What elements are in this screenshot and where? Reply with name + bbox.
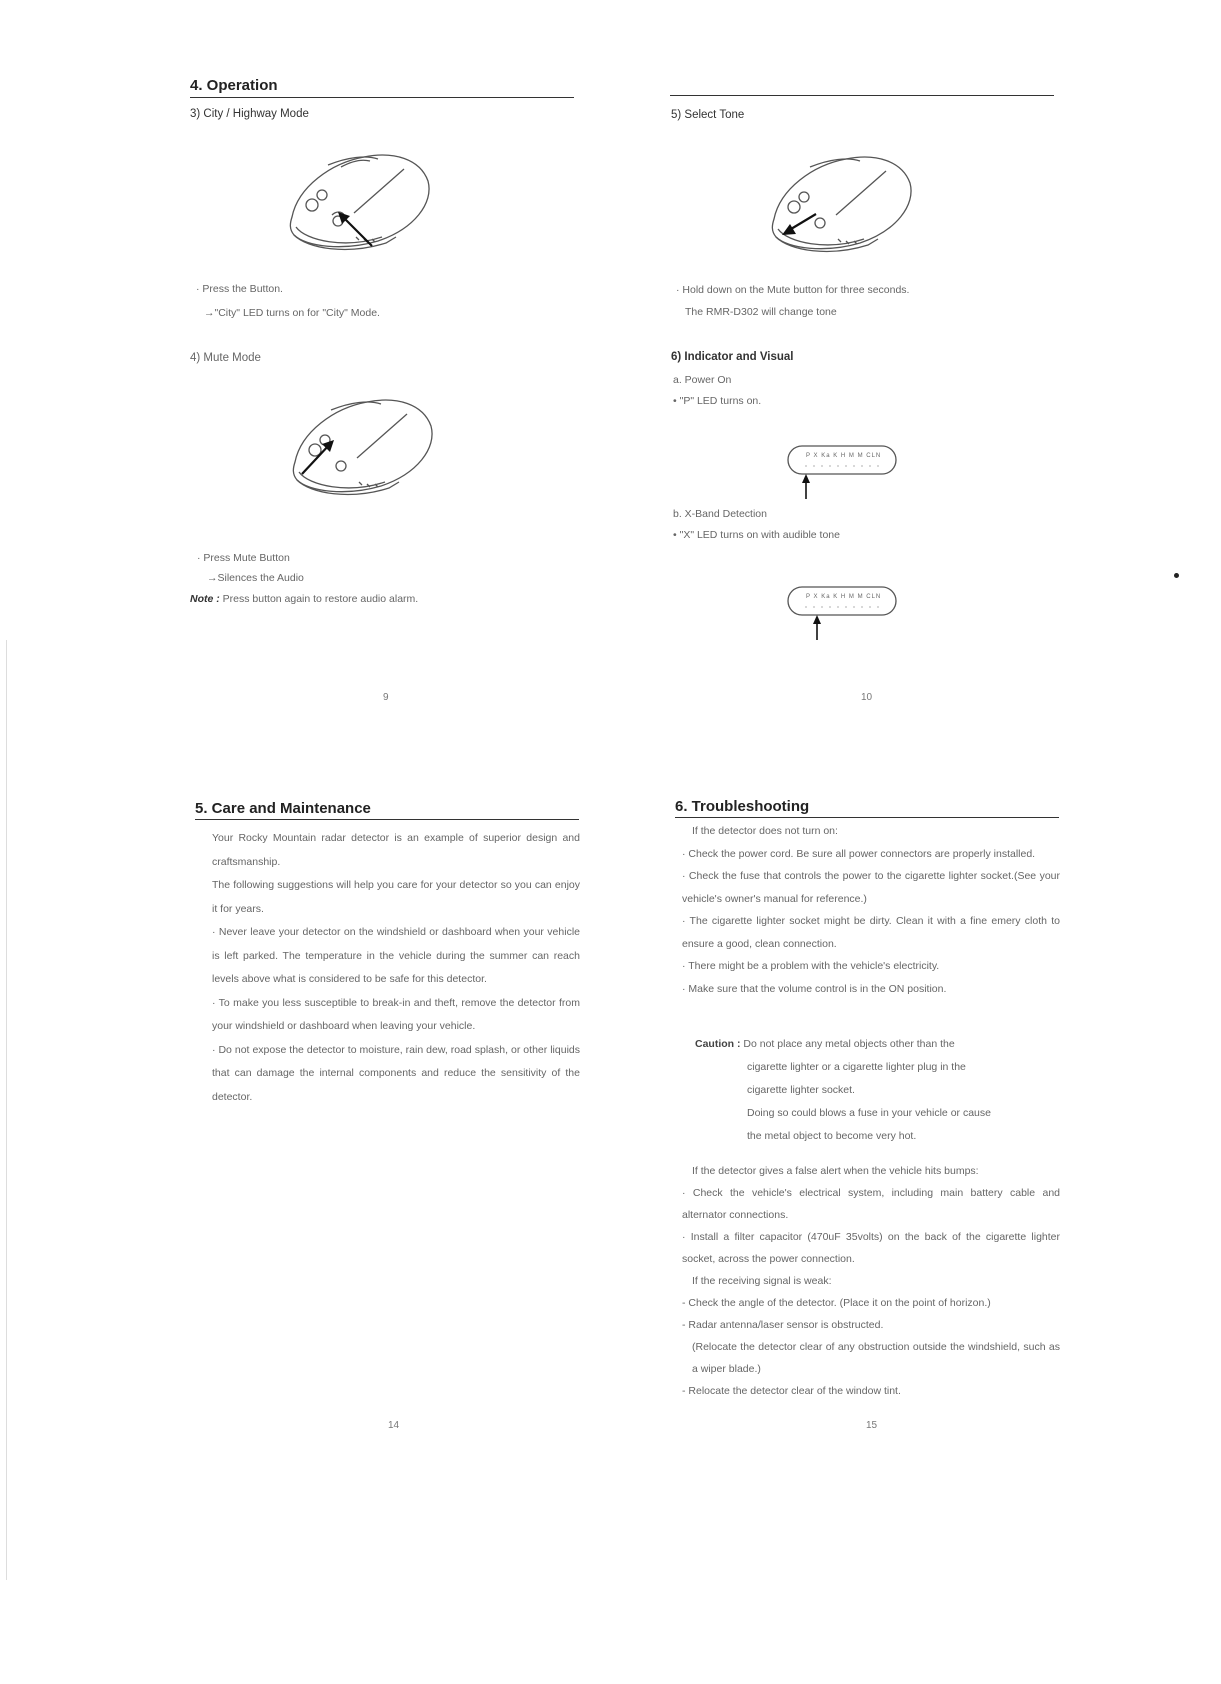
note-line — [190, 593, 418, 605]
false-alert-item: · Install a filter capacitor (470uF 35volts) on the back of the cigarette lighter socket, across the power connection. — [682, 1231, 1060, 1265]
indicator-title: 6) Indicator and Visual — [671, 351, 794, 363]
tone-result-text: The RMR-D302 will change tone — [685, 306, 837, 318]
caution-text: Doing so could blows a fuse in your vehicle or cause — [747, 1107, 991, 1119]
mute-result-text: →Silences the Audio — [207, 572, 304, 584]
troubleshoot-false-alert-block — [682, 1160, 1060, 1402]
note-label: Note : — [190, 593, 220, 605]
pointer-arrow-icon — [336, 210, 376, 250]
section-rule — [675, 817, 1059, 818]
scan-edge — [6, 640, 7, 1580]
tone-step-text: · Hold down on the Mute button for three seconds. — [676, 284, 910, 296]
led-strip-labels: P X Ka K H M M CLN — [806, 594, 882, 600]
troubleshoot-not-on-block — [682, 820, 1060, 1000]
care-paragraph: · To make you less susceptible to break-in and theft, remove the detector from your windshield or dashboard when leaving your vehicle. — [212, 996, 580, 1032]
city-result-text: →"City" LED turns on for "City" Mode. — [204, 307, 380, 319]
page-number-15: 15 — [866, 1420, 878, 1431]
care-paragraph: · Never leave your detector on the windshield or dashboard when your vehicle is left parked. The temperature in the vehicle during the summer can reach levels above what is considered to be safe for this detector. — [212, 926, 580, 985]
not-on-item: · The cigarette lighter socket might be dirty. Clean it with a fine emery cloth to ensure a good, clean connection. — [682, 915, 1060, 950]
mute-mode-title: 4) Mute Mode — [190, 352, 261, 364]
note-text: Press button again to restore audio alarm. — [219, 593, 419, 605]
false-alert-item: · Check the vehicle's electrical system, including main battery cable and alternator connections. — [682, 1187, 1060, 1221]
care-paragraph: Your Rocky Mountain radar detector is an example of superior design and craftsmanship. — [212, 832, 580, 868]
section-title-troubleshooting: 6. Troubleshooting — [675, 798, 810, 815]
power-on-label: a. Power On — [673, 374, 732, 386]
weak-header: If the receiving signal is weak: — [692, 1275, 832, 1287]
weak-item: - Relocate the detector clear of the window tint. — [682, 1385, 901, 1397]
care-paragraphs — [212, 827, 580, 1109]
false-alert-header: If the detector gives a false alert when the vehicle hits bumps: — [692, 1165, 979, 1177]
tone-title: 5) Select Tone — [671, 109, 745, 121]
care-paragraph: · Do not expose the detector to moisture, rain dew, road splash, or other liquids that can damage the internal components and reduce the sensitivity of the detector. — [212, 1043, 580, 1103]
pointer-arrow-icon — [298, 438, 338, 478]
pointer-arrow-icon — [780, 208, 820, 238]
caution-text: cigarette lighter or a cigarette lighter plug in the — [747, 1061, 966, 1073]
not-on-item: · Make sure that the volume control is in the ON position. — [682, 982, 947, 995]
weak-item: - Check the angle of the detector. (Place it on the point of horizon.) — [682, 1297, 991, 1309]
radar-detector-illustration-icon — [768, 147, 918, 262]
xband-label: b. X-Band Detection — [673, 508, 767, 520]
xband-desc: • "X" LED turns on with audible tone — [673, 529, 840, 541]
not-on-item: · There might be a problem with the vehicle's electricity. — [682, 960, 940, 972]
weak-item: (Relocate the detector clear of any obstruction outside the windshield, such as a wiper blade.) — [692, 1341, 1060, 1375]
caution-text: the metal object to become very hot. — [747, 1130, 917, 1142]
city-step-text: · Press the Button. — [196, 283, 283, 295]
section-rule — [190, 97, 574, 98]
section-title-care: 5. Care and Maintenance — [195, 800, 371, 817]
section-rule — [670, 95, 1054, 96]
section-title-operation: 4. Operation — [190, 77, 278, 94]
scan-speck — [1174, 573, 1179, 578]
not-on-item: · Check the fuse that controls the power to the cigarette lighter socket.(See your vehicle's owner's manual for reference.) — [682, 870, 1060, 905]
care-paragraph: The following suggestions will help you care for your detector so you can enjoy it for years. — [212, 879, 580, 915]
caution-text: Do not place any metal objects other than the — [740, 1038, 955, 1050]
caution-line — [695, 1038, 955, 1050]
mute-step-text: · Press Mute Button — [197, 552, 290, 564]
page-number-10: 10 — [861, 692, 873, 703]
section-rule — [195, 819, 579, 820]
caution-text: cigarette lighter socket. — [747, 1084, 855, 1096]
page-number-9: 9 — [383, 692, 389, 703]
weak-item: - Radar antenna/laser sensor is obstructed. — [682, 1319, 884, 1331]
not-on-item: · Check the power cord. Be sure all power connectors are properly installed. — [682, 847, 1036, 860]
caution-label: Caution : — [695, 1038, 741, 1050]
not-on-header: If the detector does not turn on: — [692, 825, 838, 837]
page-number-14: 14 — [388, 1420, 400, 1431]
led-strip-labels: P X Ka K H M M CLN — [806, 453, 882, 459]
power-on-desc: • "P" LED turns on. — [673, 395, 762, 407]
city-mode-title: 3) City / Highway Mode — [190, 108, 309, 120]
